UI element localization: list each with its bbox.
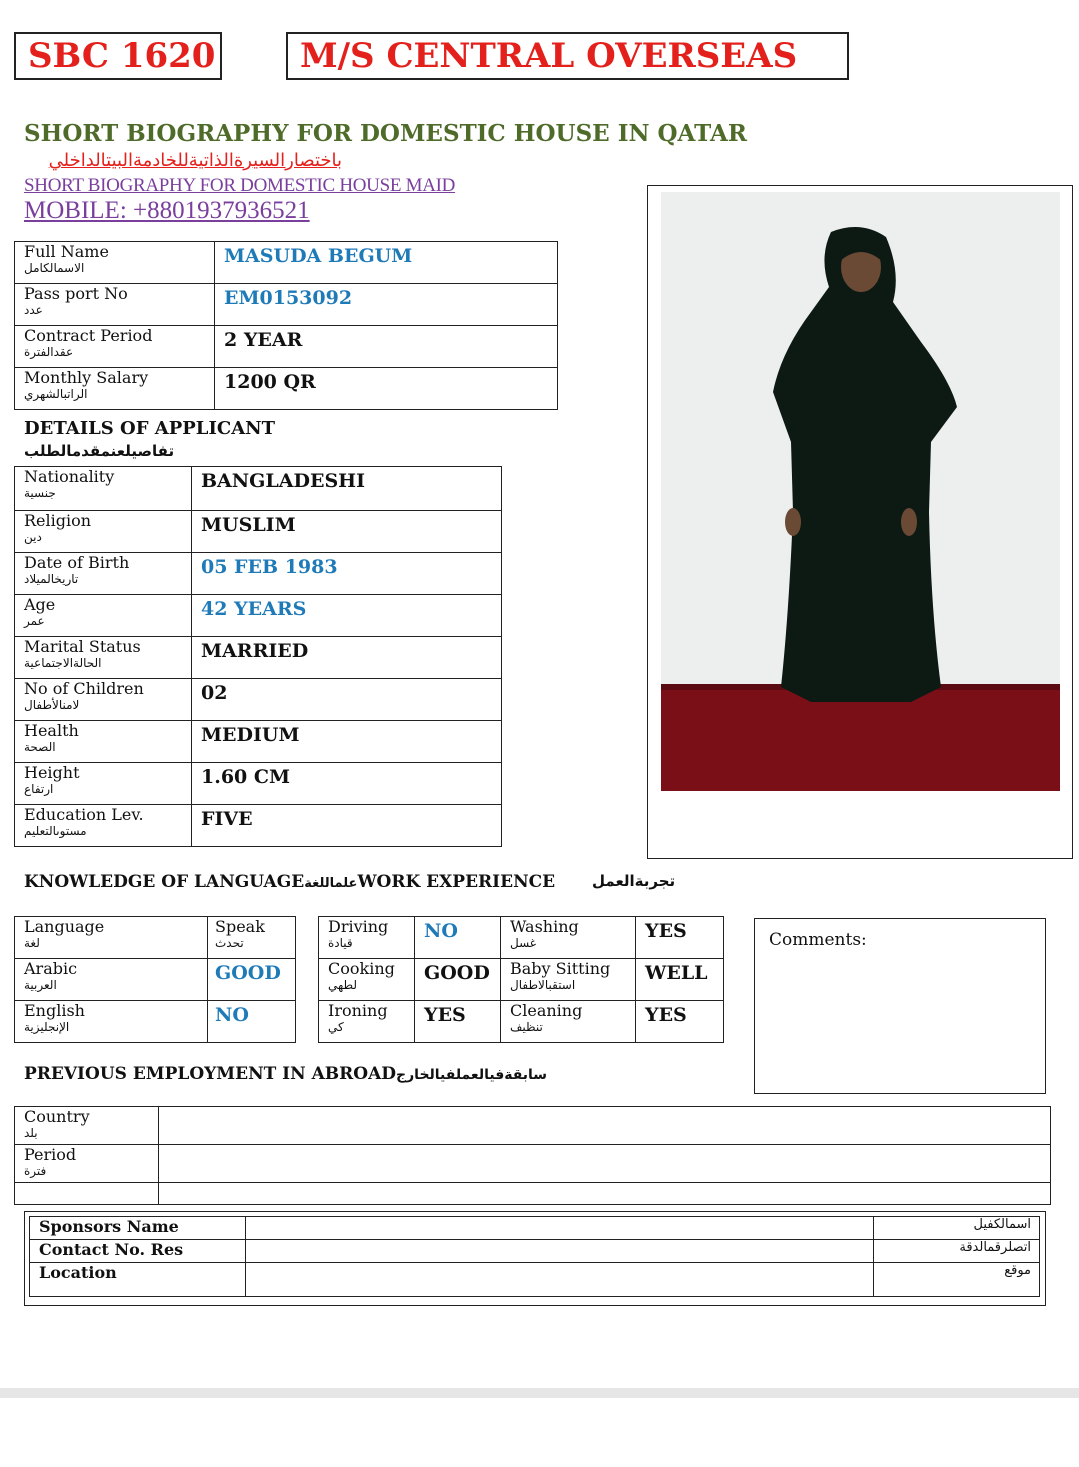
detail-label-ar: لامنالأطفال xyxy=(24,698,80,712)
detail-label-ar: جنسية xyxy=(24,486,56,500)
detail-label-ar: مستوىالتعليم xyxy=(24,824,87,838)
value-cell xyxy=(192,679,502,721)
basic-info-table xyxy=(14,241,558,410)
table-row xyxy=(30,1240,1040,1263)
label-cell-ar xyxy=(874,1217,1040,1240)
country-value xyxy=(168,1108,1044,1110)
sponsor-label-ar: اسمالكفيل xyxy=(973,1217,1031,1232)
value-cell xyxy=(246,1240,874,1263)
sbc-code: SBC 1620 xyxy=(28,36,216,76)
value-cell xyxy=(636,959,724,1001)
table-row xyxy=(30,1263,1040,1297)
work-label: Washing xyxy=(510,917,579,936)
agency-name-box xyxy=(286,32,849,80)
label-cell-ar xyxy=(874,1263,1040,1297)
value-cell xyxy=(192,595,502,637)
work-table xyxy=(318,916,724,1043)
passport-label-ar: عدد xyxy=(24,303,43,317)
value-cell xyxy=(192,721,502,763)
label-cell xyxy=(15,553,192,595)
value-cell xyxy=(246,1263,874,1297)
period-value xyxy=(168,1146,1044,1148)
work-label-ar: كي xyxy=(328,1020,344,1034)
detail-value: 42 YEARS xyxy=(201,598,307,620)
value-cell xyxy=(246,1217,874,1240)
table-row xyxy=(319,917,724,959)
label-cell xyxy=(15,467,192,511)
label-cell xyxy=(501,1001,636,1043)
work-label: Cleaning xyxy=(510,1001,583,1020)
value-cell xyxy=(636,1001,724,1043)
table-row xyxy=(15,679,502,721)
label-cell-ar xyxy=(874,1240,1040,1263)
label-cell xyxy=(15,1107,159,1145)
table-row xyxy=(15,917,296,959)
table-row xyxy=(15,637,502,679)
label-cell xyxy=(15,284,215,326)
work-value: GOOD xyxy=(424,962,490,984)
table-row xyxy=(15,326,558,368)
applicant-photo xyxy=(661,192,1060,791)
language-header-label: Language xyxy=(24,917,105,936)
sponsor-label: Location xyxy=(39,1263,117,1282)
speak-header-label: Speak xyxy=(215,917,265,936)
subtitle: SHORT BIOGRAPHY FOR DOMESTIC HOUSE MAID xyxy=(24,175,456,196)
detail-label: No of Children xyxy=(24,679,144,698)
period-label-ar: فترة xyxy=(24,1164,47,1178)
table-row xyxy=(15,721,502,763)
table-row xyxy=(15,242,558,284)
language-header-ar: لغة xyxy=(24,936,40,950)
label-cell xyxy=(319,959,415,1001)
label-cell xyxy=(15,1001,208,1043)
contract-label: Contract Period xyxy=(24,326,153,345)
arabic-label-ar: العربية xyxy=(24,978,57,992)
full-name-label: Full Name xyxy=(24,242,109,261)
full-name-label-ar: الاسمالكامل xyxy=(24,261,85,275)
language-title-ar: علماللغة xyxy=(304,876,358,891)
language-title: KNOWLEDGE OF LANGUAGE xyxy=(24,872,305,892)
work-value: NO xyxy=(424,920,458,942)
label-cell xyxy=(30,1217,246,1240)
sbc-code-box xyxy=(14,32,222,80)
value-cell xyxy=(415,917,501,959)
label-cell xyxy=(501,959,636,1001)
value-cell xyxy=(192,511,502,553)
detail-label: Education Lev. xyxy=(24,805,144,824)
detail-value: 02 xyxy=(201,682,228,704)
english-value: NO xyxy=(215,1004,249,1026)
value-cell xyxy=(192,553,502,595)
work-value: YES xyxy=(645,920,687,942)
table-row xyxy=(15,1183,1051,1205)
salary-value: 1200 QR xyxy=(224,371,316,393)
work-label: Baby Sitting xyxy=(510,959,611,978)
detail-value: BANGLADESHI xyxy=(201,470,366,492)
arabic-title: باختصارالسيرةالذاتيةللخادمةالبيتالداخلي xyxy=(48,150,342,171)
work-label: Ironing xyxy=(328,1001,388,1020)
value-cell xyxy=(159,1145,1051,1183)
passport-value: EM0153092 xyxy=(224,287,353,309)
english-label-ar: الإنجليزية xyxy=(24,1020,70,1034)
label-cell xyxy=(319,1001,415,1043)
sponsor-label: Sponsors Name xyxy=(39,1217,179,1236)
sponsor-label-ar: اتصلرقمالدقة xyxy=(959,1240,1031,1255)
label-cell xyxy=(15,595,192,637)
detail-label-ar: الصحة xyxy=(24,740,56,754)
comments-box xyxy=(754,918,1046,1094)
table-row xyxy=(30,1217,1040,1240)
detail-label-ar: تاريخالميلاد xyxy=(24,572,79,586)
contract-label-ar: عقدالفترة xyxy=(24,345,74,359)
detail-value: 1.60 CM xyxy=(201,766,291,788)
detail-label: Date of Birth xyxy=(24,553,130,572)
value-cell xyxy=(192,763,502,805)
table-row xyxy=(15,368,558,410)
value-cell xyxy=(192,467,502,511)
table-row xyxy=(15,1001,296,1043)
table-row xyxy=(15,805,502,847)
label-cell xyxy=(15,511,192,553)
label-cell xyxy=(501,917,636,959)
value-cell xyxy=(636,917,724,959)
label-cell xyxy=(30,1240,246,1263)
work-title: WORK EXPERIENCE xyxy=(357,872,556,892)
table-row xyxy=(15,763,502,805)
detail-label: Height xyxy=(24,763,80,782)
table-row xyxy=(15,284,558,326)
work-value: WELL xyxy=(645,962,708,984)
label-cell xyxy=(15,763,192,805)
details-title-ar: تفاصيلعنمقدمالطلب xyxy=(24,442,175,460)
sponsor-table xyxy=(29,1216,1040,1297)
work-title-ar: تجربةالعمل xyxy=(592,872,676,890)
table-row xyxy=(15,1145,1051,1183)
arabic-value: GOOD xyxy=(215,962,281,984)
value-cell xyxy=(215,284,558,326)
detail-label-ar: دين xyxy=(24,530,42,544)
value-cell xyxy=(215,242,558,284)
passport-label: Pass port No xyxy=(24,284,128,303)
label-cell xyxy=(15,368,215,410)
work-label: Driving xyxy=(328,917,389,936)
detail-label: Age xyxy=(24,595,56,614)
work-value: YES xyxy=(645,1004,687,1026)
period-label: Period xyxy=(24,1145,77,1164)
value-cell xyxy=(215,368,558,410)
detail-label-ar: عمر xyxy=(24,614,45,628)
work-label-ar: تنظيف xyxy=(510,1020,543,1034)
sponsor-label-ar: موقع xyxy=(1004,1263,1031,1278)
detail-label-ar: الحالةالاجتماعية xyxy=(24,656,102,670)
value-cell xyxy=(215,326,558,368)
value-cell xyxy=(208,959,296,1001)
contract-value: 2 YEAR xyxy=(224,329,303,351)
main-title: SHORT BIOGRAPHY FOR DOMESTIC HOUSE IN QATAR xyxy=(24,120,747,147)
english-label: English xyxy=(24,1001,85,1020)
label-cell xyxy=(30,1263,246,1297)
value-cell xyxy=(192,805,502,847)
detail-value: MUSLIM xyxy=(201,514,296,536)
table-row xyxy=(15,959,296,1001)
work-label: Cooking xyxy=(328,959,395,978)
label-cell xyxy=(15,959,208,1001)
salary-label-ar: الراتبالشهري xyxy=(24,387,88,401)
detail-value: MEDIUM xyxy=(201,724,300,746)
label-cell xyxy=(15,242,215,284)
previous-section-title xyxy=(24,1064,547,1084)
work-label-ar: استقبالاطفال xyxy=(510,978,576,992)
value-cell xyxy=(415,1001,501,1043)
country-label: Country xyxy=(24,1107,90,1126)
language-table xyxy=(14,916,296,1043)
value-cell xyxy=(208,1001,296,1043)
detail-label: Marital Status xyxy=(24,637,141,656)
sponsor-label: Contact No. Res xyxy=(39,1240,184,1259)
previous-title-ar: سابقةفيالعملفيالخارج xyxy=(396,1067,548,1083)
table-row xyxy=(15,553,502,595)
value-cell xyxy=(415,959,501,1001)
salary-label: Monthly Salary xyxy=(24,368,149,387)
speak-header-ar: تحدث xyxy=(215,936,244,950)
work-value: YES xyxy=(424,1004,466,1026)
applicant-photo-svg xyxy=(661,192,1060,791)
detail-value: FIVE xyxy=(201,808,253,830)
label-cell xyxy=(15,679,192,721)
previous-title: PREVIOUS EMPLOYMENT IN ABROAD xyxy=(24,1064,397,1084)
detail-label-ar: ارتفاع xyxy=(24,782,54,796)
label-cell xyxy=(208,917,296,959)
details-table xyxy=(14,466,502,847)
agency-name: M/S CENTRAL OVERSEAS xyxy=(300,36,798,76)
empty-cell xyxy=(159,1183,1051,1205)
table-row xyxy=(319,959,724,1001)
empty-cell xyxy=(15,1183,159,1205)
value-cell xyxy=(159,1107,1051,1145)
work-label-ar: غسل xyxy=(510,936,537,950)
label-cell xyxy=(15,805,192,847)
details-title: DETAILS OF APPLICANT xyxy=(24,418,276,439)
full-name-value: MASUDA BEGUM xyxy=(224,245,413,267)
label-cell xyxy=(15,917,208,959)
label-cell xyxy=(15,326,215,368)
value-cell xyxy=(192,637,502,679)
table-row xyxy=(319,1001,724,1043)
detail-label: Health xyxy=(24,721,79,740)
sponsor-box xyxy=(24,1211,1046,1306)
comments-label: Comments: xyxy=(769,930,867,950)
work-label-ar: لطهي xyxy=(328,978,358,992)
table-row xyxy=(15,1107,1051,1145)
country-label-ar: بلد xyxy=(24,1126,38,1140)
arabic-label: Arabic xyxy=(24,959,78,978)
detail-label: Religion xyxy=(24,511,92,530)
mobile-number: MOBILE: +8801937936521 xyxy=(24,197,310,224)
table-row xyxy=(15,595,502,637)
bottom-band xyxy=(0,1388,1079,1398)
detail-value: MARRIED xyxy=(201,640,309,662)
label-cell xyxy=(319,917,415,959)
detail-label: Nationality xyxy=(24,467,115,486)
previous-employment-table xyxy=(14,1106,1051,1205)
label-cell xyxy=(15,1145,159,1183)
table-row xyxy=(15,511,502,553)
label-cell xyxy=(15,637,192,679)
language-section-title xyxy=(24,872,555,892)
detail-value: 05 FEB 1983 xyxy=(201,556,338,578)
label-cell xyxy=(15,721,192,763)
work-label-ar: قيادة xyxy=(328,936,353,950)
table-row xyxy=(15,467,502,511)
